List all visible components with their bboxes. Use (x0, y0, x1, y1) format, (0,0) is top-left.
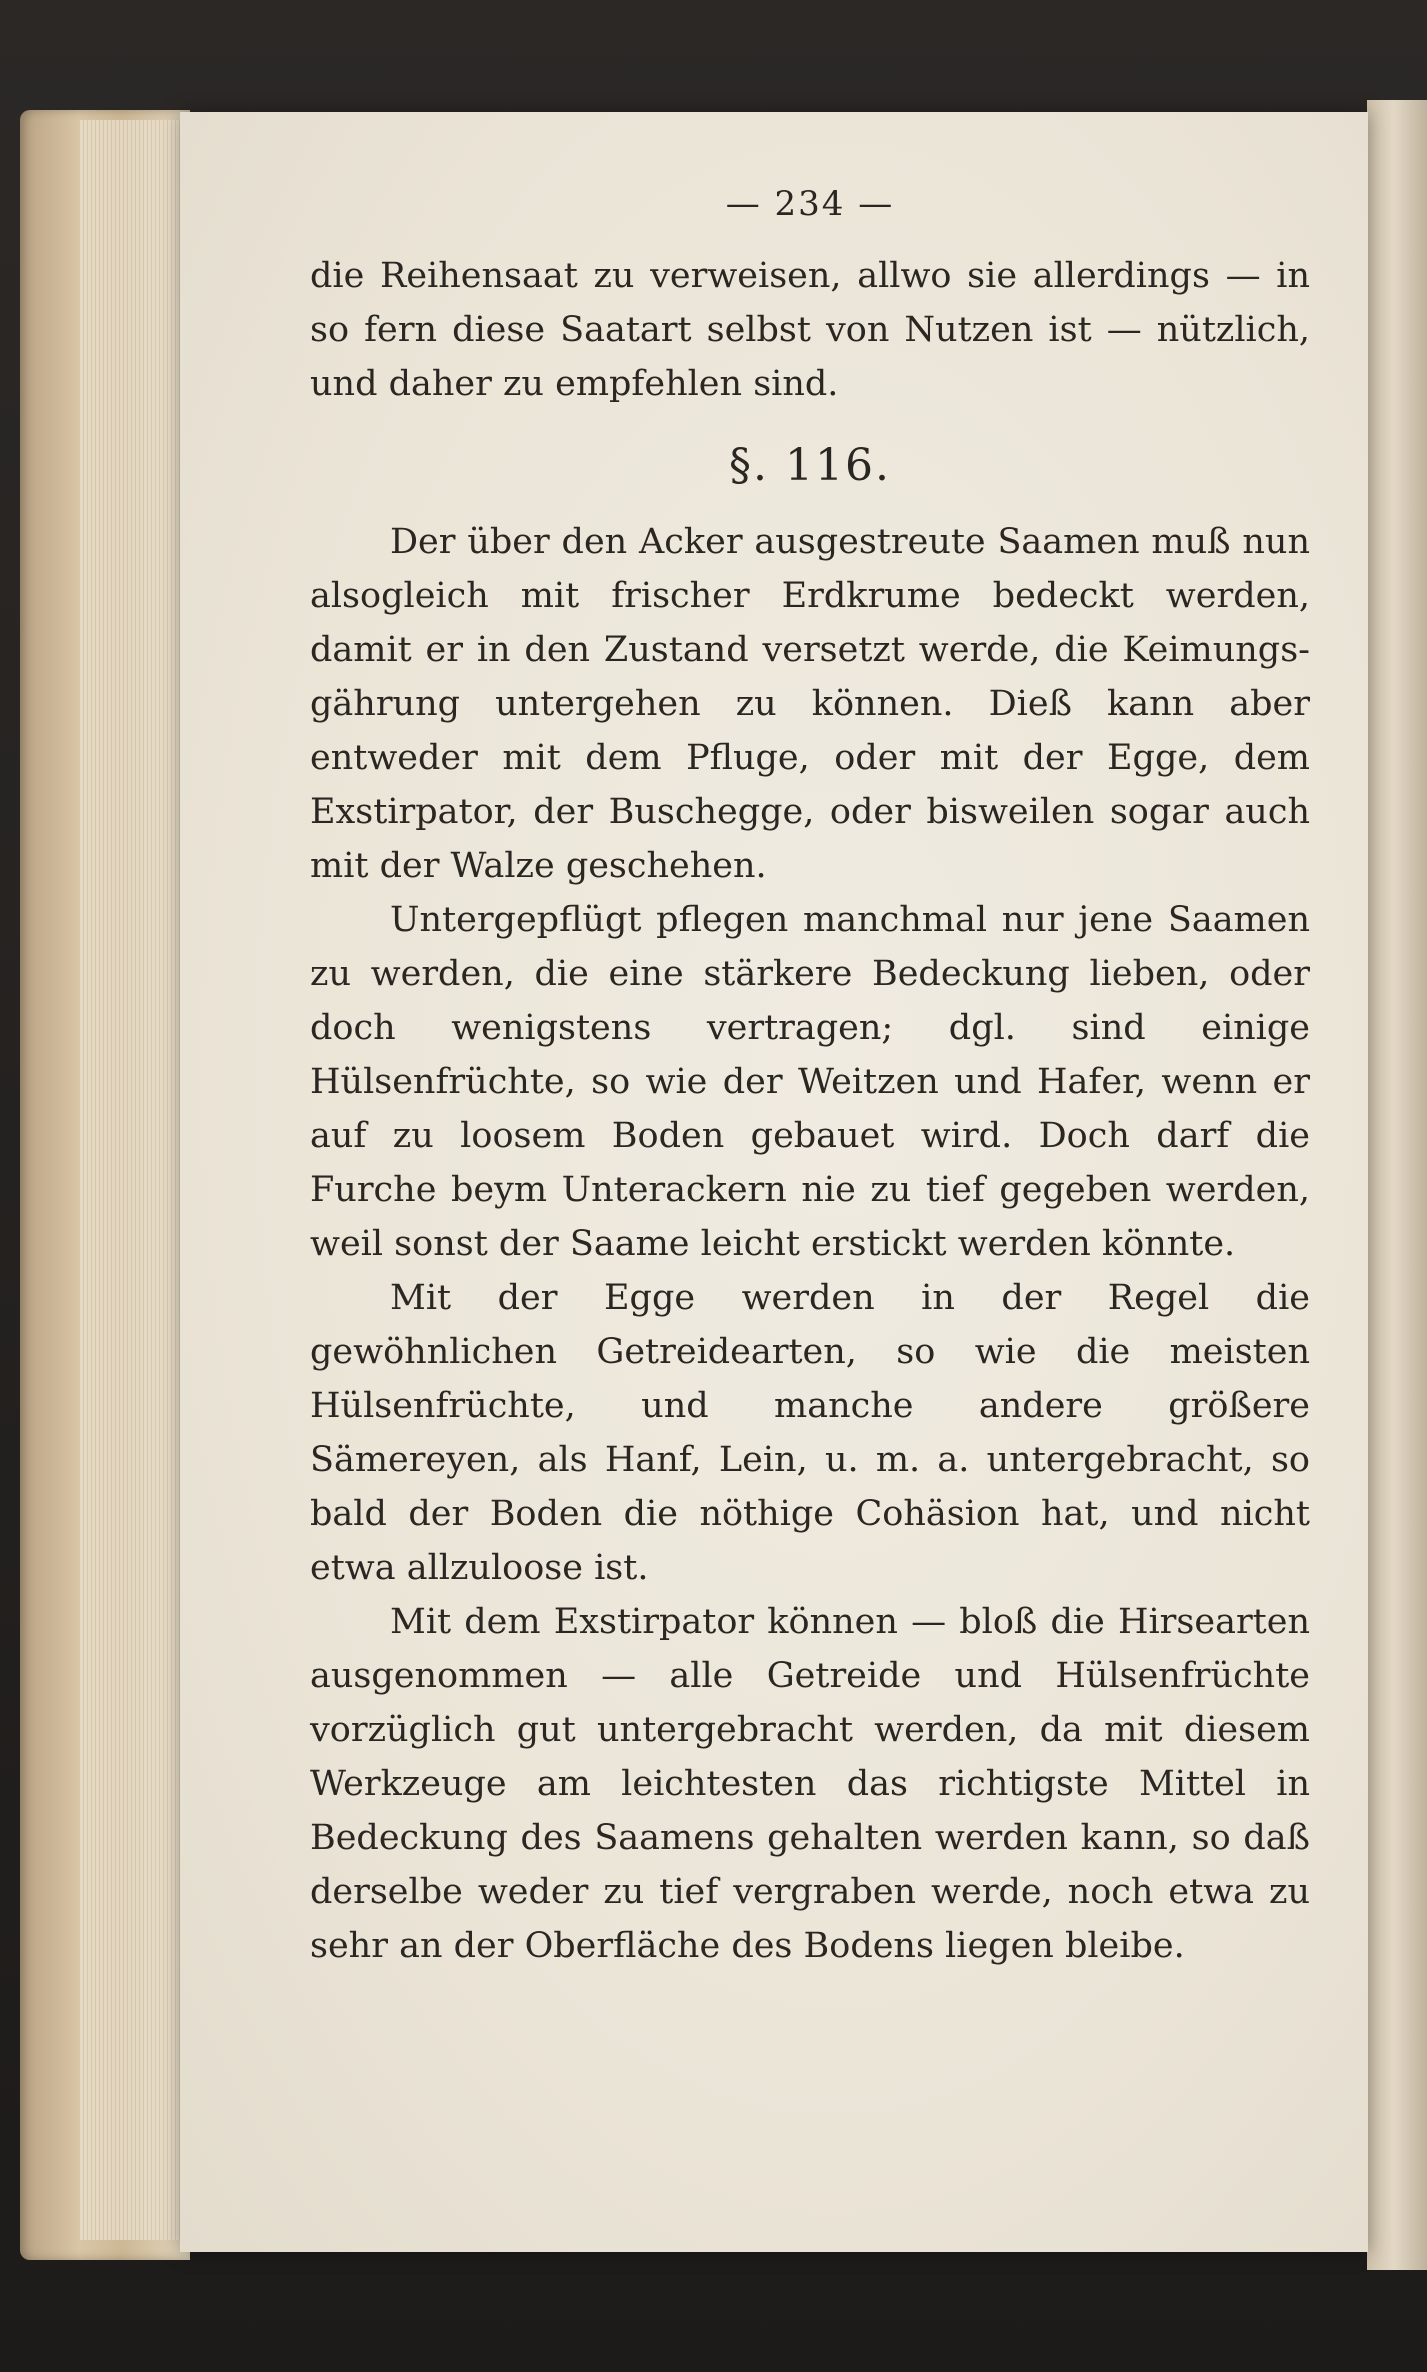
paragraph-3: Mit der Egge werden in der Regel die gewöhnlichen Getreidearten, so wie die meisten Hülsenfrüchte, und manche andere größere Sämereyen, als Hanf, Lein, u. m. a. untergebracht, so bald der Boden die nöthige Cohäsion hat, und nicht etwa allzuloose ist. (310, 1278, 1310, 1588)
page-text-block (310, 177, 1310, 1973)
book-page-edges-right (1367, 100, 1427, 2270)
paragraph-1: Der über den Acker ausgestreute Saamen muß nun alsogleich mit frischer Erdkrume bedeckt werden, damit er in den Zustand versetzt werde, die Keimungs-gährung untergehen zu können. Dieß kann aber entweder mit dem Pfluge, oder mit der Egge, dem Exstirpator, der Buschegge, oder bisweilen sogar auch mit der Walze geschehen. (310, 522, 1310, 886)
intro-paragraph: die Reihensaat zu verweisen, allwo sie allerdings — in so fern diese Saatart selbst von Nutzen ist — nützlich, und daher zu empfehlen sind. (310, 256, 1310, 404)
page-stack-texture (80, 120, 180, 2240)
section-heading: §. 116. (729, 440, 891, 491)
book-page (180, 112, 1368, 2252)
paragraph-2: Untergepflügt pflegen manchmal nur jene Saamen zu werden, die eine stärkere Bedeckung lieben, oder doch wenigstens vertragen; dgl. sind einige Hülsenfrüchte, so wie der Weitzen und Hafer, wenn er auf zu loosem Boden gebauet wird. Doch darf die Furche beym Unterackern nie zu tief gegeben werden, weil sonst der Saame leicht erstickt werden könnte. (310, 900, 1310, 1264)
book-page-edges-left (20, 110, 190, 2260)
page-number: — 234 — (725, 184, 895, 224)
paragraph-4: Mit dem Exstirpator können — bloß die Hirsearten ausgenommen — alle Getreide und Hülsenfrüchte vorzüglich gut untergebracht werden, da mit diesem Werkzeuge am leichtesten das richtigste Mittel in Bedeckung des Saamens gehalten werden kann, so daß derselbe weder zu tief vergraben werde, noch etwa zu sehr an der Oberfläche des Bodens liegen bleibe. (310, 1602, 1310, 1966)
